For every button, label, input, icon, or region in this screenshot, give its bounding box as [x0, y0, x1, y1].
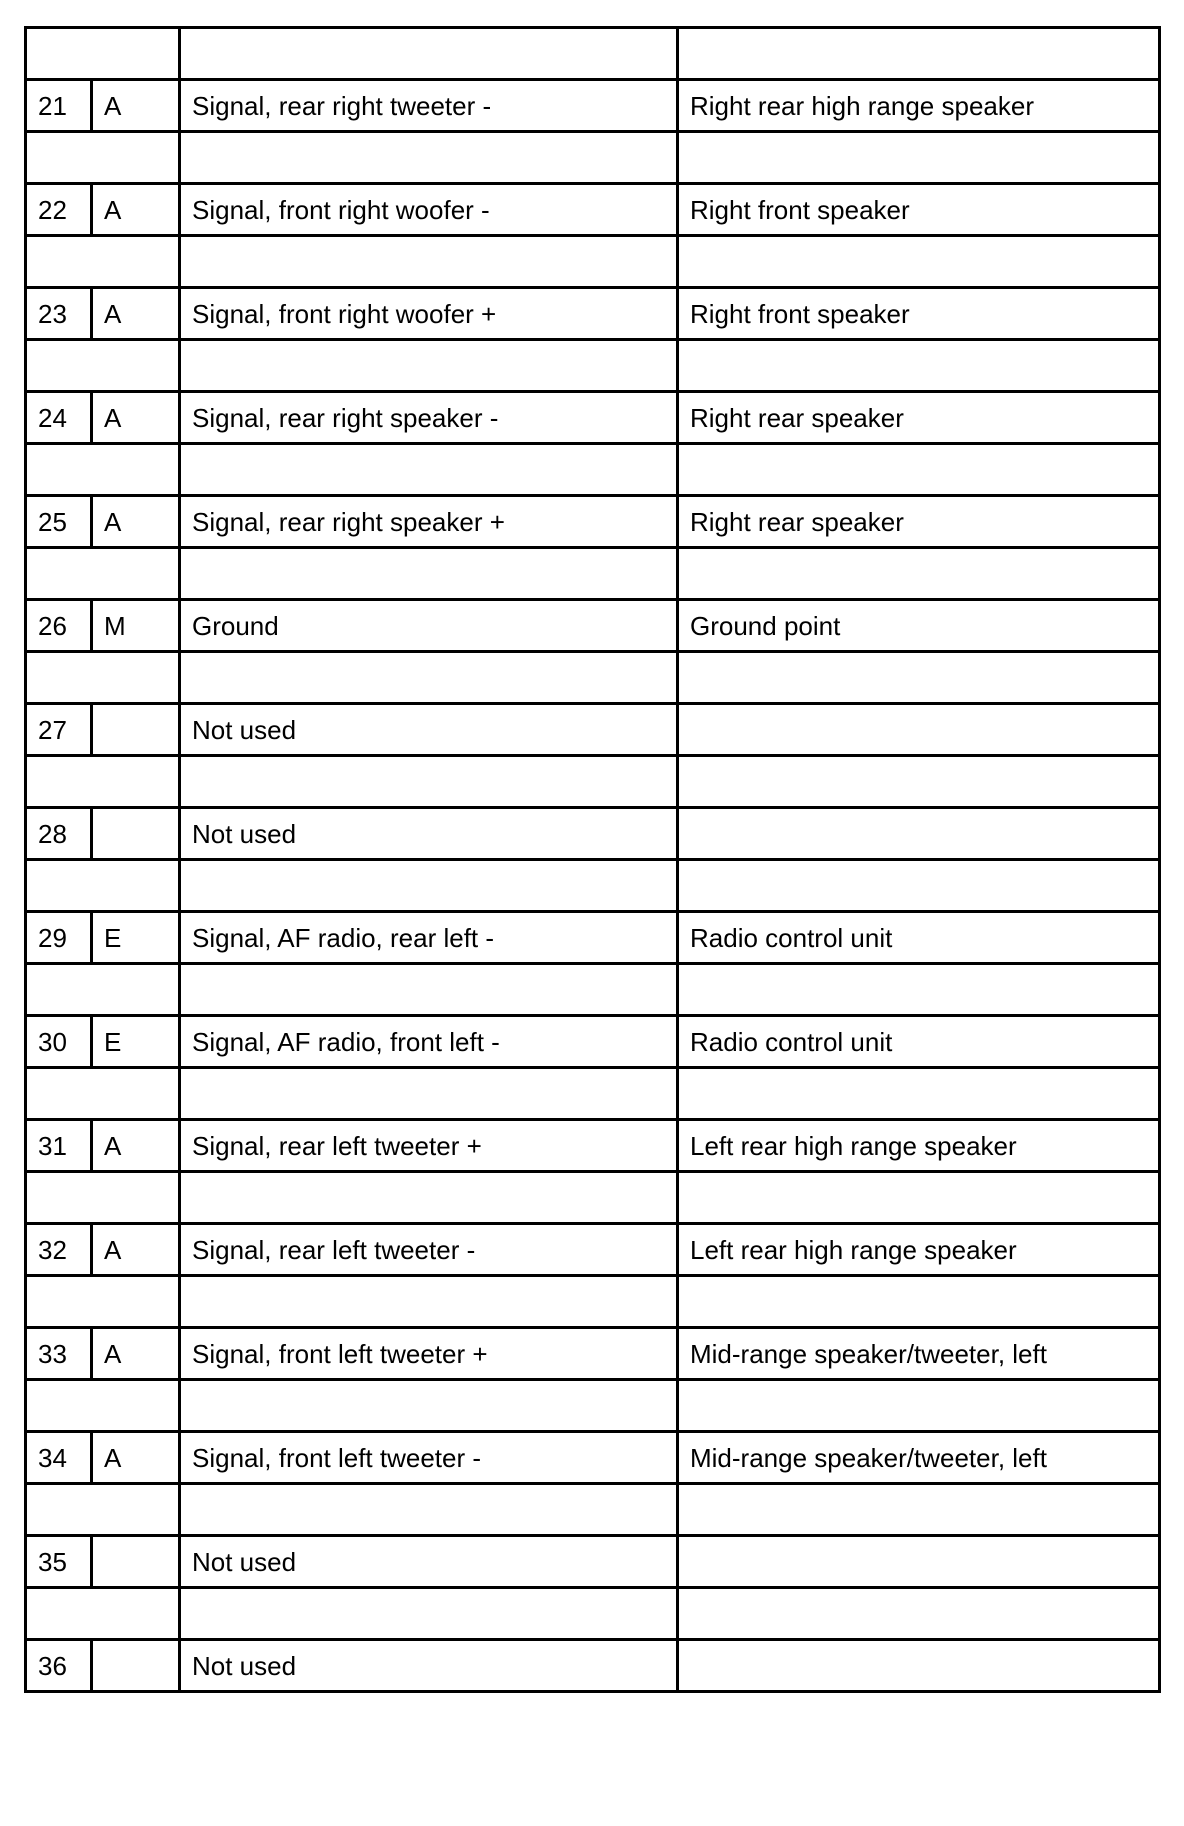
pin-number-cell: 32 — [26, 1224, 92, 1276]
description-cell — [180, 1380, 678, 1432]
table-row — [26, 392, 1160, 444]
table-row — [26, 1640, 1160, 1692]
table-row — [26, 1536, 1160, 1588]
pin-type-cell — [92, 1536, 180, 1588]
pin-type-cell: E — [92, 912, 180, 964]
pin-number-cell: 22 — [26, 184, 92, 236]
connection-cell — [678, 860, 1160, 912]
pin-type-cell: A — [92, 80, 180, 132]
spacer-cell — [26, 236, 180, 288]
connection-cell — [678, 1640, 1160, 1692]
connection-cell — [678, 756, 1160, 808]
spacer-row — [26, 1588, 1160, 1640]
description-cell — [180, 1588, 678, 1640]
description-cell: Not used — [180, 704, 678, 756]
connection-cell — [678, 444, 1160, 496]
spacer-row — [26, 340, 1160, 392]
table-row — [26, 704, 1160, 756]
connection-cell: Radio control unit — [678, 1016, 1160, 1068]
description-cell — [180, 860, 678, 912]
spacer-cell — [26, 444, 180, 496]
spacer-cell — [26, 652, 180, 704]
pin-number-cell: 36 — [26, 1640, 92, 1692]
connection-cell — [678, 964, 1160, 1016]
description-cell — [180, 340, 678, 392]
description-cell — [180, 1068, 678, 1120]
pin-type-cell: A — [92, 1224, 180, 1276]
table-row — [26, 1016, 1160, 1068]
spacer-cell — [26, 28, 180, 80]
pin-number-cell: 24 — [26, 392, 92, 444]
spacer-cell — [26, 1380, 180, 1432]
pin-type-cell: A — [92, 1120, 180, 1172]
connection-cell — [678, 1380, 1160, 1432]
pin-type-cell: A — [92, 1328, 180, 1380]
connection-cell: Right rear speaker — [678, 496, 1160, 548]
pin-table-body — [26, 28, 1160, 1692]
connection-cell: Mid-range speaker/tweeter, left — [678, 1328, 1160, 1380]
pin-type-cell — [92, 704, 180, 756]
pin-number-cell: 23 — [26, 288, 92, 340]
connection-cell: Right front speaker — [678, 184, 1160, 236]
spacer-row — [26, 1276, 1160, 1328]
connection-cell — [678, 704, 1160, 756]
spacer-cell — [26, 1484, 180, 1536]
description-cell: Signal, front right woofer + — [180, 288, 678, 340]
description-cell — [180, 756, 678, 808]
table-row — [26, 80, 1160, 132]
connection-cell — [678, 1172, 1160, 1224]
table-row — [26, 288, 1160, 340]
spacer-row — [26, 964, 1160, 1016]
description-cell: Not used — [180, 1640, 678, 1692]
connection-cell: Left rear high range speaker — [678, 1224, 1160, 1276]
description-cell — [180, 1276, 678, 1328]
spacer-row — [26, 756, 1160, 808]
pin-type-cell — [92, 1640, 180, 1692]
connection-cell — [678, 1484, 1160, 1536]
connection-cell — [678, 548, 1160, 600]
table-row — [26, 912, 1160, 964]
description-cell — [180, 28, 678, 80]
pin-type-cell: A — [92, 1432, 180, 1484]
spacer-cell — [26, 1588, 180, 1640]
description-cell: Signal, front left tweeter + — [180, 1328, 678, 1380]
connection-cell: Ground point — [678, 600, 1160, 652]
spacer-row — [26, 652, 1160, 704]
pin-number-cell: 31 — [26, 1120, 92, 1172]
pin-assignment-table — [24, 26, 1161, 1693]
spacer-row — [26, 132, 1160, 184]
connection-cell — [678, 1276, 1160, 1328]
connection-cell: Right rear high range speaker — [678, 80, 1160, 132]
connection-cell: Mid-range speaker/tweeter, left — [678, 1432, 1160, 1484]
description-cell — [180, 1484, 678, 1536]
pin-type-cell: A — [92, 184, 180, 236]
pin-number-cell: 27 — [26, 704, 92, 756]
description-cell: Ground — [180, 600, 678, 652]
spacer-cell — [26, 756, 180, 808]
spacer-cell — [26, 548, 180, 600]
description-cell: Signal, rear left tweeter + — [180, 1120, 678, 1172]
description-cell — [180, 236, 678, 288]
spacer-row — [26, 1380, 1160, 1432]
description-cell — [180, 964, 678, 1016]
description-cell: Signal, AF radio, rear left - — [180, 912, 678, 964]
description-cell — [180, 444, 678, 496]
pin-number-cell: 28 — [26, 808, 92, 860]
connection-cell: Right rear speaker — [678, 392, 1160, 444]
description-cell: Signal, front right woofer - — [180, 184, 678, 236]
pin-type-cell: A — [92, 496, 180, 548]
connection-cell: Radio control unit — [678, 912, 1160, 964]
spacer-cell — [26, 964, 180, 1016]
table-row — [26, 1432, 1160, 1484]
pin-type-cell: A — [92, 392, 180, 444]
connection-cell — [678, 1536, 1160, 1588]
table-row — [26, 1328, 1160, 1380]
description-cell — [180, 132, 678, 184]
connection-cell — [678, 132, 1160, 184]
spacer-row — [26, 1172, 1160, 1224]
spacer-cell — [26, 132, 180, 184]
pin-type-cell: A — [92, 288, 180, 340]
pin-type-cell — [92, 808, 180, 860]
spacer-cell — [26, 860, 180, 912]
spacer-cell — [26, 340, 180, 392]
description-cell: Signal, rear right tweeter - — [180, 80, 678, 132]
pin-number-cell: 34 — [26, 1432, 92, 1484]
spacer-row — [26, 1484, 1160, 1536]
description-cell: Not used — [180, 808, 678, 860]
table-row — [26, 184, 1160, 236]
table-row — [26, 1224, 1160, 1276]
pin-number-cell: 25 — [26, 496, 92, 548]
pin-number-cell: 33 — [26, 1328, 92, 1380]
table-row — [26, 1120, 1160, 1172]
description-cell: Signal, rear right speaker - — [180, 392, 678, 444]
pin-number-cell: 21 — [26, 80, 92, 132]
spacer-cell — [26, 1172, 180, 1224]
connection-cell: Right front speaker — [678, 288, 1160, 340]
pin-number-cell: 30 — [26, 1016, 92, 1068]
connection-cell — [678, 28, 1160, 80]
pin-number-cell: 26 — [26, 600, 92, 652]
description-cell: Signal, AF radio, front left - — [180, 1016, 678, 1068]
connection-cell — [678, 808, 1160, 860]
connection-cell — [678, 236, 1160, 288]
spacer-cell — [26, 1068, 180, 1120]
pin-type-cell: M — [92, 600, 180, 652]
table-row — [26, 808, 1160, 860]
spacer-row — [26, 1068, 1160, 1120]
description-cell: Signal, rear left tweeter - — [180, 1224, 678, 1276]
table-row — [26, 496, 1160, 548]
description-cell: Not used — [180, 1536, 678, 1588]
connection-cell: Left rear high range speaker — [678, 1120, 1160, 1172]
spacer-row — [26, 28, 1160, 80]
description-cell: Signal, rear right speaker + — [180, 496, 678, 548]
connection-cell — [678, 340, 1160, 392]
pin-type-cell: E — [92, 1016, 180, 1068]
spacer-row — [26, 860, 1160, 912]
connection-cell — [678, 652, 1160, 704]
spacer-cell — [26, 1276, 180, 1328]
description-cell — [180, 1172, 678, 1224]
pin-number-cell: 29 — [26, 912, 92, 964]
spacer-row — [26, 548, 1160, 600]
description-cell — [180, 652, 678, 704]
table-row — [26, 600, 1160, 652]
description-cell — [180, 548, 678, 600]
spacer-row — [26, 444, 1160, 496]
pin-number-cell: 35 — [26, 1536, 92, 1588]
connection-cell — [678, 1068, 1160, 1120]
description-cell: Signal, front left tweeter - — [180, 1432, 678, 1484]
connection-cell — [678, 1588, 1160, 1640]
spacer-row — [26, 236, 1160, 288]
